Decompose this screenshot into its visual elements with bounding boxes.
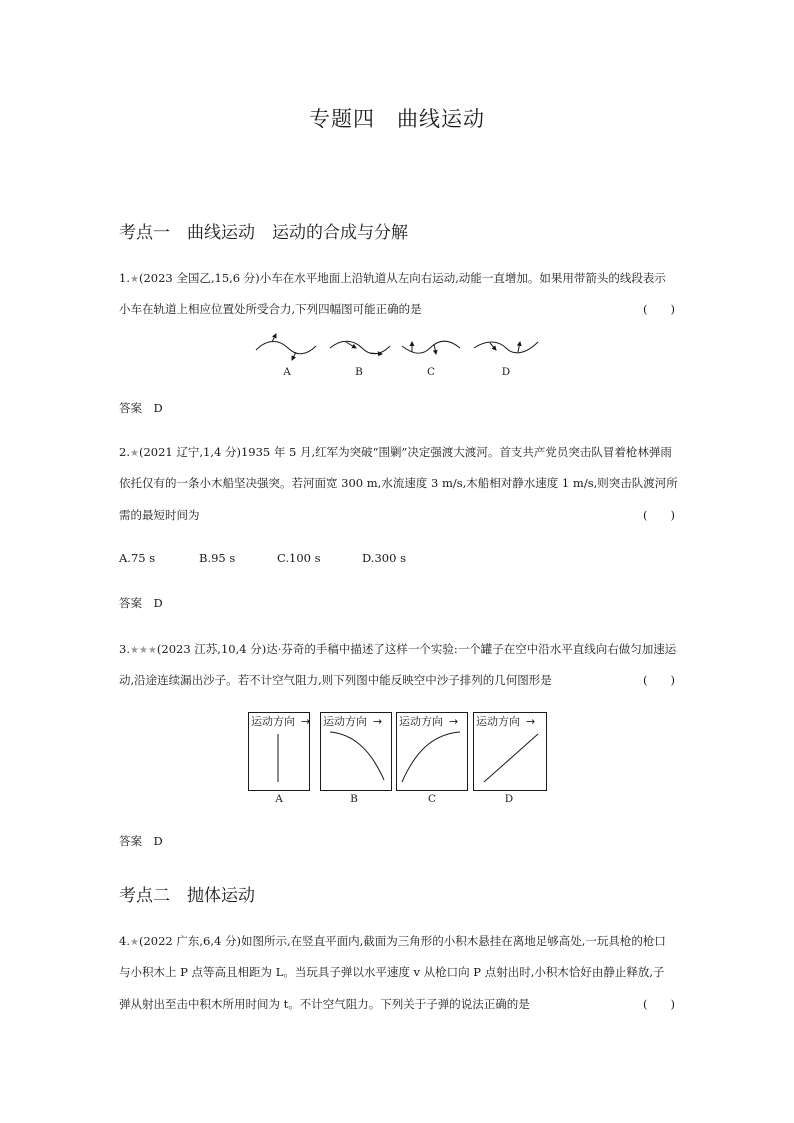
difficulty-star-icon: ★	[129, 274, 139, 285]
q4-text-3: 弹从射出至击中积木所用时间为 t。不计空气阻力。下列关于子弹的说法正确的是	[119, 997, 530, 1011]
q2-number: 2.	[119, 445, 130, 459]
q1-label-b: B	[355, 366, 363, 378]
q2-line-2: 依托仅有的一条小木船坚决强突。若河面宽 300 m,水流速度 3 m/s,木船相对静水速度 1 m/s,则突击队渡河所	[119, 476, 678, 490]
q1-text-1: (2023 全国乙,15,6 分)小车在水平地面上沿轨道从左向右运动,动能一直增加。如果用带箭头的线段表示	[138, 271, 666, 285]
q1-figure-a	[256, 334, 316, 360]
q1-figure-c	[402, 341, 460, 354]
q4-number: 4.	[119, 934, 130, 948]
q2-line-1	[119, 444, 675, 462]
q2-text-1: (2021 辽宁,1,4 分)1935 年 5 月,红军为突破“围剿”决定强渡大渡河。首支共产党员突击队冒着枪林弹雨	[138, 445, 672, 459]
q4-answer-bracket: ( )	[643, 997, 675, 1011]
page-title: 专题四 曲线运动	[309, 107, 485, 131]
q3-caption-a: 运动方向	[251, 715, 295, 728]
q2-text-3: 需的最短时间为	[119, 508, 200, 522]
direction-arrow-icon: →	[449, 715, 459, 728]
q3-label-b: B	[350, 793, 358, 805]
q3-number: 3.	[119, 642, 130, 656]
section-heading-1: 考点一 曲线运动 运动的合成与分解	[119, 223, 408, 243]
q1-text-2: 小车在轨道上相应位置处所受合力,下列四幅图可能正确的是	[119, 302, 422, 316]
q3-caption-d: 运动方向	[476, 715, 520, 728]
difficulty-stars-icon: ★★★	[129, 645, 157, 656]
direction-arrow-icon: →	[526, 715, 536, 728]
q4-text-1: (2022 广东,6,4 分)如图所示,在竖直平面内,截面为三角形的小积木悬挂在离地足够高处,一玩具枪的枪口	[138, 934, 666, 948]
q1-label-a: A	[283, 366, 291, 378]
q3-line-2	[119, 672, 675, 688]
q3-caption-c: 运动方向	[399, 715, 443, 728]
q3-label-c: C	[427, 793, 437, 805]
q3-caption-b: 运动方向	[323, 715, 367, 728]
q3-text-2: 动,沿途连续漏出沙子。若不计空气阻力,则下列图中能反映空中沙子排列的几何图形是	[119, 673, 552, 687]
q2-option-a: A.75 s	[119, 551, 156, 565]
direction-arrow-icon: →	[373, 715, 383, 728]
section-heading-2: 考点二 抛体运动	[119, 886, 255, 906]
q2-option-b: B.95 s	[199, 551, 236, 565]
difficulty-star-icon: ★	[129, 937, 139, 948]
q4-line-3	[119, 996, 675, 1012]
difficulty-star-icon: ★	[129, 448, 139, 459]
q3-line-1	[119, 641, 675, 659]
q1-figure-b	[330, 341, 390, 354]
q1-label-c: C	[426, 366, 436, 378]
q3-figures	[248, 712, 548, 792]
direction-arrow-icon: →	[301, 715, 311, 728]
q2-line-3	[119, 507, 675, 523]
q2-option-d: D.300 s	[362, 551, 406, 565]
q1-line-2	[119, 301, 675, 317]
q3-label-d: D	[504, 793, 514, 805]
q1-figure-d	[474, 342, 538, 353]
q2-option-c: C.100 s	[277, 551, 321, 565]
q4-line-2: 与小积木上 P 点等高且相距为 L。当玩具子弹以水平速度 v 从枪口向 P 点射出时,小积木恰好由静止释放,子	[119, 965, 665, 979]
q3-answer-bracket: ( )	[643, 673, 675, 687]
q2-answer-bracket: ( )	[643, 508, 675, 522]
q3-text-1: (2023 江苏,10,4 分)达·芬奇的手稿中描述了这样一个实验:一个罐子在空中沿水平直线向右做匀加速运	[156, 642, 677, 656]
q3-answer: 答案 D	[119, 834, 163, 848]
q1-number: 1.	[119, 271, 130, 285]
q1-answer-bracket: ( )	[643, 302, 675, 316]
q1-line-1	[119, 270, 675, 288]
q2-options	[119, 551, 406, 565]
q3-label-a: A	[275, 793, 283, 805]
q1-label-d: D	[501, 366, 511, 378]
q4-line-1	[119, 933, 675, 951]
q2-answer: 答案 D	[119, 596, 163, 610]
q1-answer: 答案 D	[119, 401, 163, 415]
